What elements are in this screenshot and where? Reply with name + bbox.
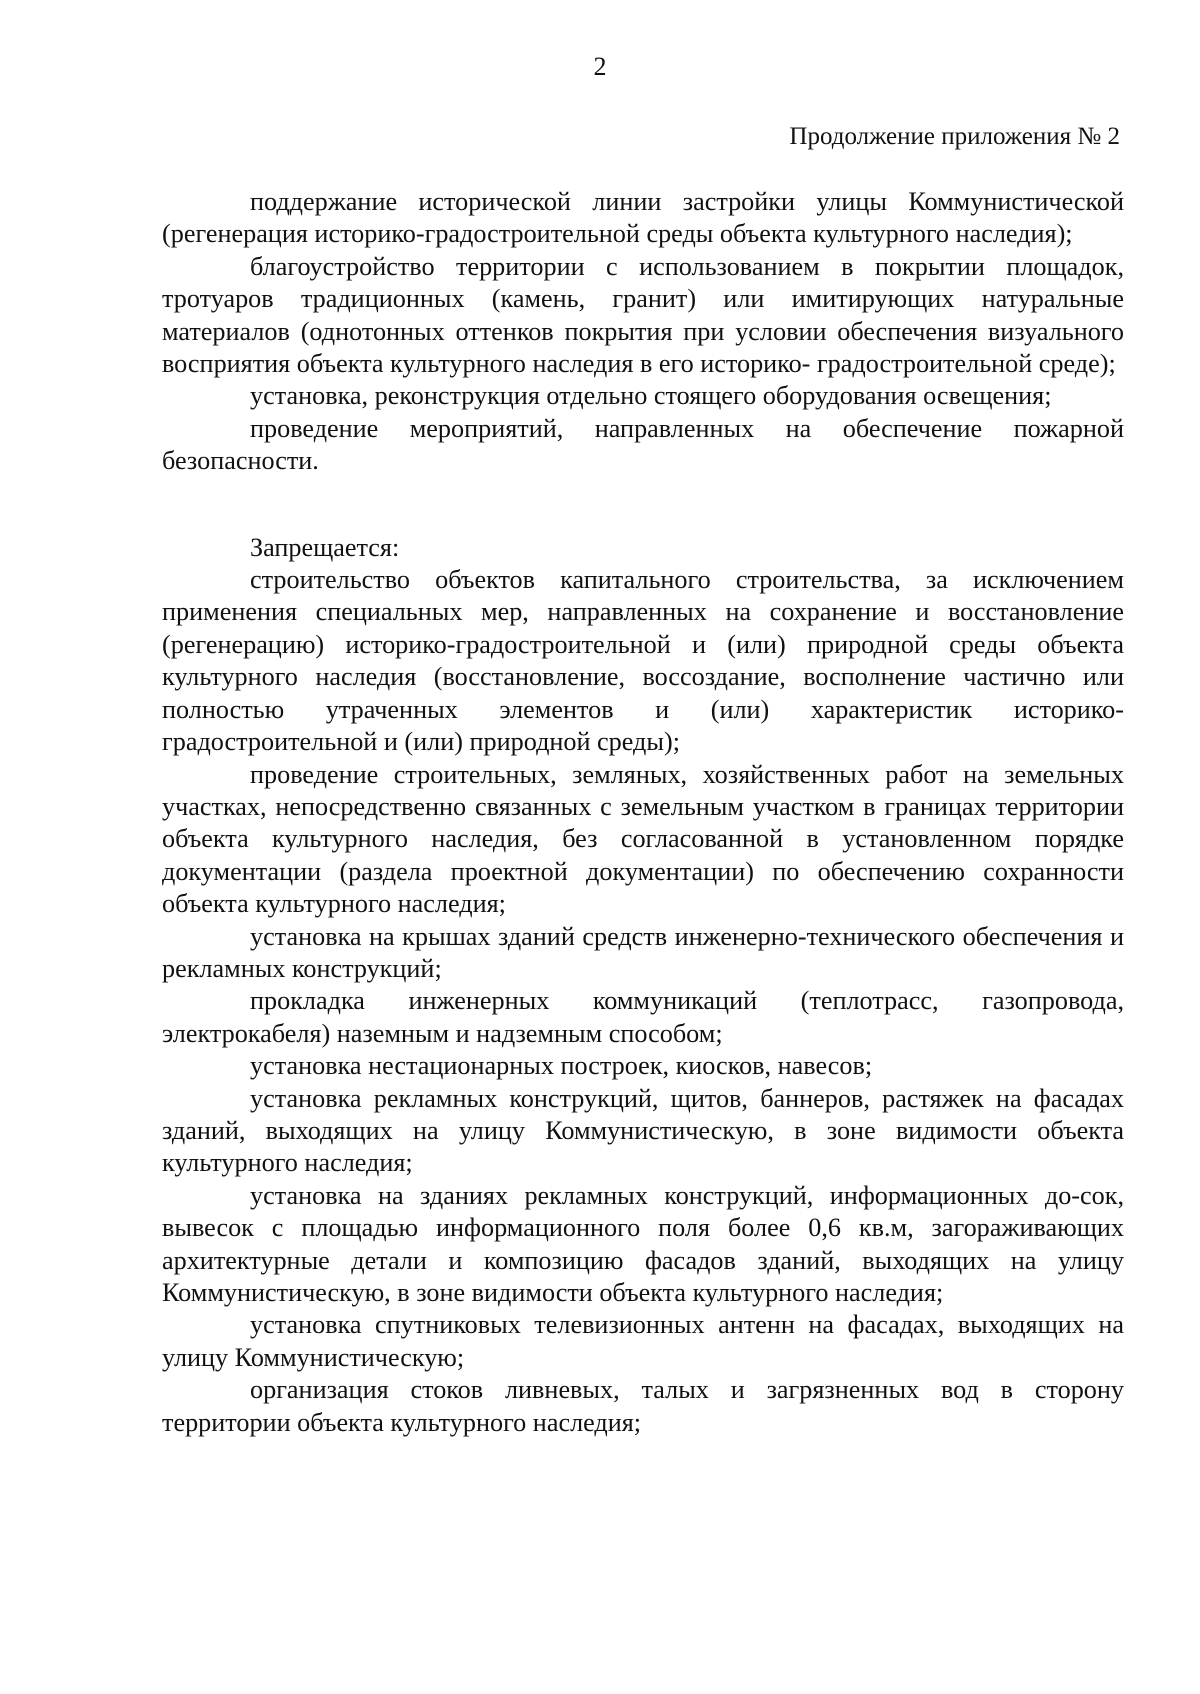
permitted-item: установка, реконструкция отдельно стоящего оборудования освещения;	[250, 381, 1052, 411]
prohibited-item: установка спутниковых телевизионных антенн на фасадах, выходящих на улицу Коммунистическую;	[162, 1310, 1124, 1372]
permitted-item: проведение мероприятий, направленных на обеспечение пожарной безопасности.	[162, 413, 1124, 476]
prohibited-item: установка на зданиях рекламных конструкций, информационных до-сок, вывесок с площадью информационного поля более 0,6 кв.м, загораживающих архитектурные детали и композицию фасадов зданий, выходящих на улицу Коммунистическую, в зоне видимости объекта культурного наследия;	[162, 1180, 1124, 1307]
prohibited-item: установка на крышах зданий средств инженерно-технического обеспечения и рекламных конструкций;	[162, 921, 1124, 983]
page-number: 2	[593, 52, 607, 81]
prohibited-item: установка рекламных конструкций, щитов, баннеров, растяжек на фасадах зданий, выходящих на улицу Коммунистическую, в зоне видимости объекта культурного наследия;	[162, 1083, 1124, 1178]
prohibited-item: прокладка инженерных коммуникаций (теплотрасс, газопровода, электрокабеля) наземным и надземным способом;	[162, 986, 1124, 1048]
prohibited-heading: Запрещается:	[250, 532, 400, 562]
prohibited-item: установка нестационарных построек, киосков, навесов;	[250, 1051, 873, 1081]
prohibited-item: проведение строительных, земляных, хозяйственных работ на земельных участках, непосредственно связанных с земельным участком в границах территории объекта культурного наследия, без согласованной в установленном порядке документации (раздела проектной документации) по обеспечению сохранности объекта культурного наследия;	[162, 759, 1124, 919]
permitted-item: поддержание исторической линии застройки улицы Коммунистической (регенерация историко-градостроительной среды объекта культурного наследия);	[162, 187, 1124, 249]
permitted-item: благоустройство территории с использованием в покрытии площадок, тротуаров традиционных (камень, гранит) или имитирующих натуральные материалов (однотонных оттенков покрытия при условии обеспечения визуального восприятия объекта культурного наследия в его историко- градостроительной среде);	[162, 251, 1124, 379]
prohibited-item: строительство объектов капитального строительства, за исключением применения специальных мер, направленных на сохранение и восстановление (регенерацию) историко-градостроительной и (или) природной среды объекта культурного наследия (восстановление, воссоздание, восполнение частично или полностью утраченных элементов и (или) характеристик историко-градостроительной и (или) природной среды);	[162, 565, 1124, 757]
prohibited-item: организация стоков ливневых, талых и загрязненных вод в сторону территории объекта культурного наследия;	[162, 1375, 1124, 1437]
document-body	[162, 186, 1124, 1439]
appendix-continuation-note: Продолжение приложения № 2	[789, 123, 1120, 150]
